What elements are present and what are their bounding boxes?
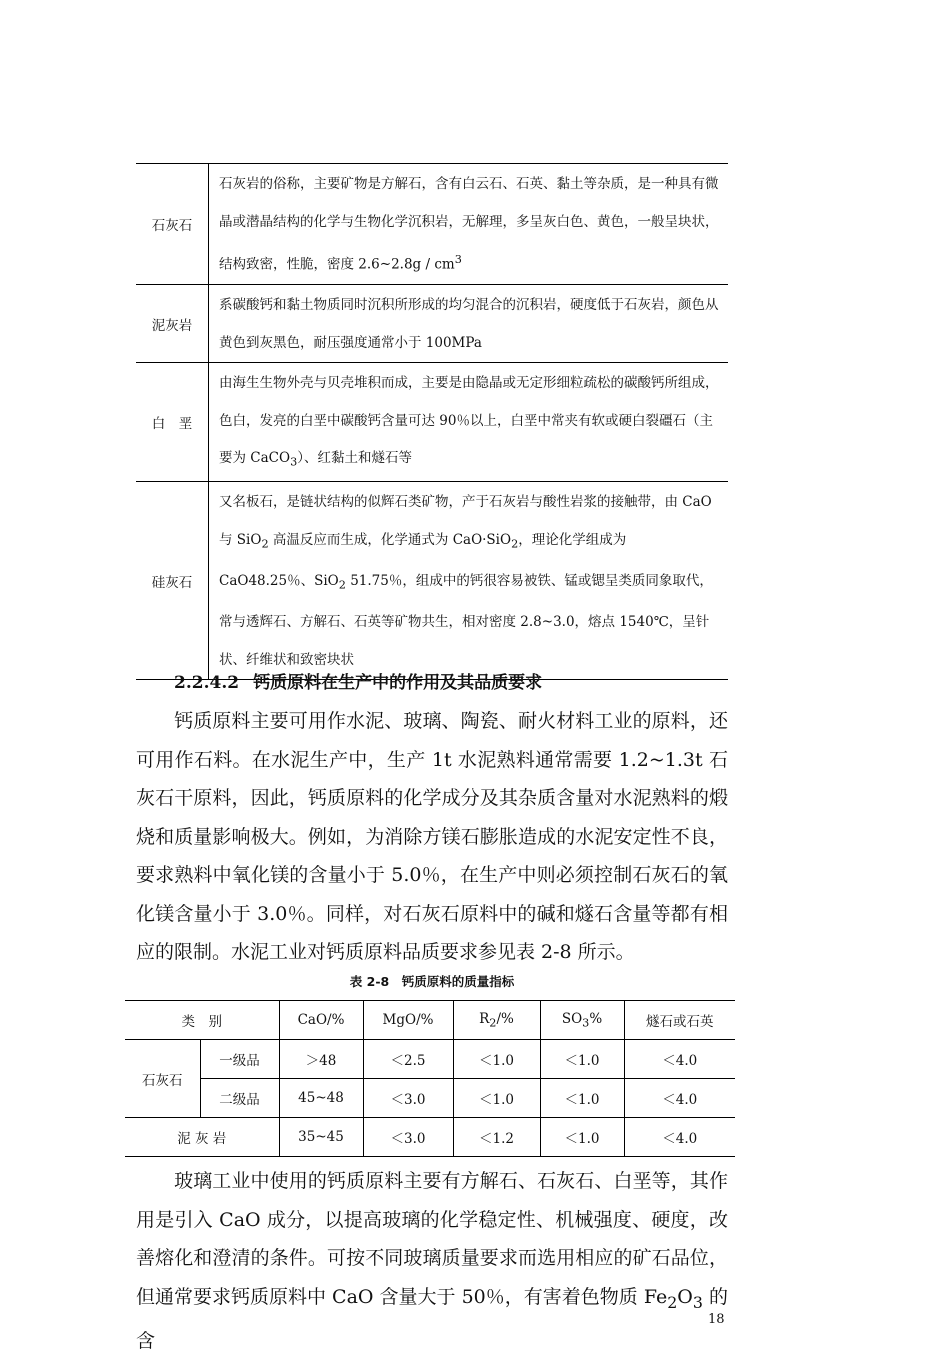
mineral-name: 石灰石 [136,164,209,285]
table-row [136,363,728,482]
mineral-name: 白 垩 [136,363,209,482]
header-category: 类 别 [125,1001,279,1040]
table-cell: ＜2.5 [363,1040,453,1079]
page-number: 18 [708,1312,725,1327]
table-cell: ＜1.2 [453,1118,540,1157]
mineral-description: 又名板石，是链状结构的似辉石类矿物，产于石灰岩与酸性岩浆的接触带，由 CaO 与 SiO$_2$ 高温反应而生成，化学通式为 CaO·SiO$_2$，理论化学组成为 CaO48.25％、SiO$_2$ 51.75％，组成中的钙很容易被铁、锰或锶呈类质同象取代，常与透辉石、方解石、石英等矿物共生，相对密度 2.8~3.0，熔点 1540℃，呈针状、纤维状和致密块状 [219,494,713,668]
paragraph-text: 玻璃工业中使用的钙质原料主要有方解石、石灰石、白垩等，其作用是引入 CaO 成分，以提高玻璃的化学稳定性、机械强度、硬度，改善熔化和澄清的条件。可按不同玻璃质量要求而选用相应的矿石品位，但通常要求钙质原料中 CaO 含量大于 50％，有害着色物质 $Fe_2O_3$ 的含 [136,1170,728,1352]
table-cell: ＜1.0 [540,1079,624,1118]
table-cell: ＜1.0 [540,1040,624,1079]
table-cell: ＜4.0 [624,1118,735,1157]
mineral-description: 石灰岩的俗称，主要矿物是方解石，含有白云石、石英、黏土等杂质，是一种具有微晶或潜晶结构的化学与生物化学沉积岩，无解理，多呈灰白色、黄色，一般呈块状，结构致密，性脆，密度 2.6~2.8g / $cm^3$ [219,176,719,273]
section-heading [174,668,542,693]
table-row [125,1079,735,1118]
mineral-description-table [136,163,728,680]
table-cell: ＜1.0 [453,1079,540,1118]
header-cell: $R_2/\%$ [453,1001,540,1040]
body-paragraph [136,1162,728,1360]
section-title: 钙质原料在生产中的作用及其品质要求 [253,673,543,693]
body-paragraph [136,702,728,972]
row-group-label: 石灰石 [125,1040,200,1118]
table-header-row [125,1001,735,1040]
grade-label: 一级品 [200,1040,279,1079]
header-cell: CaO/% [279,1001,363,1040]
quality-index-table [125,1000,735,1157]
mineral-name: 泥灰岩 [136,285,209,363]
table-row [125,1118,735,1157]
section-number: 2.2.4.2 [174,673,240,693]
grade-label: 二级品 [200,1079,279,1118]
table-cell: ＜1.0 [453,1040,540,1079]
table-cell: ＜4.0 [624,1079,735,1118]
table-cell: ＜4.0 [624,1040,735,1079]
row-group-label: 泥 灰 岩 [125,1118,279,1157]
mineral-description: 系碳酸钙和黏土物质同时沉积所形成的均匀混合的沉积岩，硬度低于石灰岩，颜色从黄色到灰黑色，耐压强度通常小于 100MPa [219,297,719,351]
table-cell: 45~48 [279,1079,363,1118]
mineral-description: 由海生生物外壳与贝壳堆积而成，主要是由隐晶或无定形细粒疏松的碳酸钙所组成，色白，发亮的白垩中碳酸钙含量可达 90％以上，白垩中常夹有软或硬白裂礓石（主要为 CaCO$_3$）、红黏土和燧石等 [219,375,719,469]
table-cell: 35~45 [279,1118,363,1157]
table-row [136,482,728,680]
table-cell: ＜3.0 [363,1079,453,1118]
table-cell: ＞48 [279,1040,363,1079]
table-caption: 表 2-8 钙质原料的质量指标 [349,974,515,989]
table-row [136,164,728,285]
header-cell: MgO/% [363,1001,453,1040]
table-row [125,1040,735,1079]
paragraph-text: 钙质原料主要可用作水泥、玻璃、陶瓷、耐火材料工业的原料，还可用作石料。在水泥生产中，生产 1t 水泥熟料通常需要 1.2~1.3t 石灰石干原料，因此，钙质原料的化学成分及其杂质含量对水泥熟料的煅烧和质量影响极大。例如，为消除方镁石膨胀造成的水泥安定性不良，要求熟料中氧化镁的含量小于 5.0％，在生产中则必须控制石灰石的氧化镁含量小于 3.0％。同样，对石灰石原料中的碱和燧石含量等都有相应的限制。水泥工业对钙质原料品质要求参见表 2-8 所示。 [136,710,728,963]
table-cell: ＜1.0 [540,1118,624,1157]
mineral-name: 硅灰石 [136,482,209,680]
table-row [136,285,728,363]
header-cell: 燧石或石英 [624,1001,735,1040]
table-cell: ＜3.0 [363,1118,453,1157]
header-cell: $SO_3\%$ [540,1001,624,1040]
